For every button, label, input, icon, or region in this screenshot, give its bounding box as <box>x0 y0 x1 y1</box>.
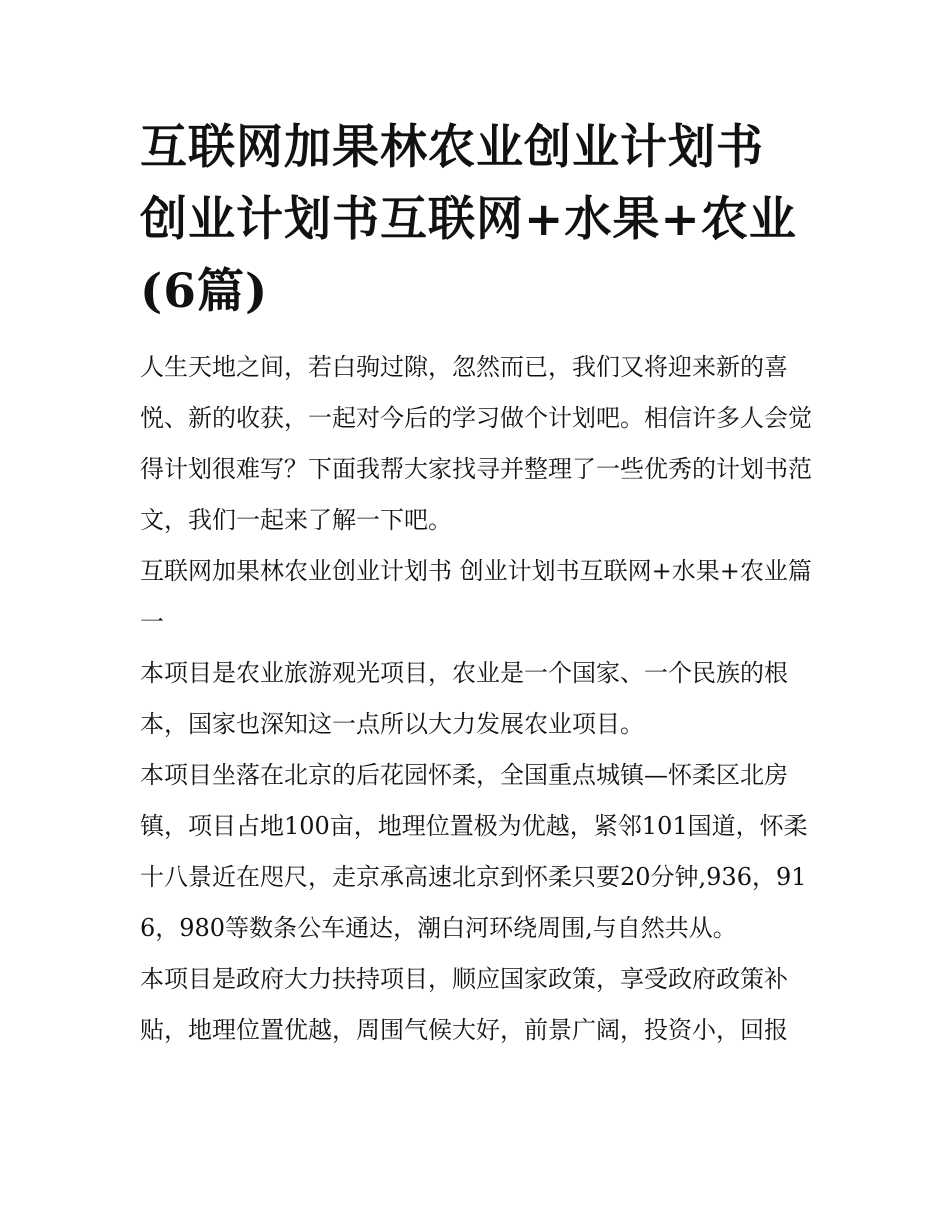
body-paragraph-intro: 人生天地之间，若白驹过隙，忽然而已，我们又将迎来新的喜悦、新的收获，一起对今后的学习做个计划吧。相信许多人会觉得计划很难写？下面我帮大家找寻并整理了一些优秀的计划书范文，我们一起来了解一下吧。 <box>140 353 812 534</box>
body-paragraph: 本项目是农业旅游观光项目，农业是一个国家、一个民族的根本，国家也深知这一点所以大力发展农业项目。 <box>140 659 788 738</box>
document-title: 互联网加果林农业创业计划书 创业计划书互联网+水果+农业(6篇) <box>140 120 797 319</box>
body-paragraph: 本项目是政府大力扶持项目，顺应国家政策，享受政府政策补贴，地理位置优越，周围气候大好，前景广阔，投资小，回报 <box>140 965 788 1044</box>
body-paragraph: 本项目坐落在北京的后花园怀柔，全国重点城镇—怀柔区北房镇，项目占地100亩，地理位置极为优越，紧邻101国道，怀柔十八景近在咫尺，走京承高速北京到怀柔只要20分钟,936，916，980等数条公车通达，潮白河环绕周围,与自然共从。 <box>140 761 808 942</box>
document-content <box>140 112 812 1056</box>
section-heading: 互联网加果林农业创业计划书 创业计划书互联网+水果+农业篇一 <box>140 557 812 636</box>
